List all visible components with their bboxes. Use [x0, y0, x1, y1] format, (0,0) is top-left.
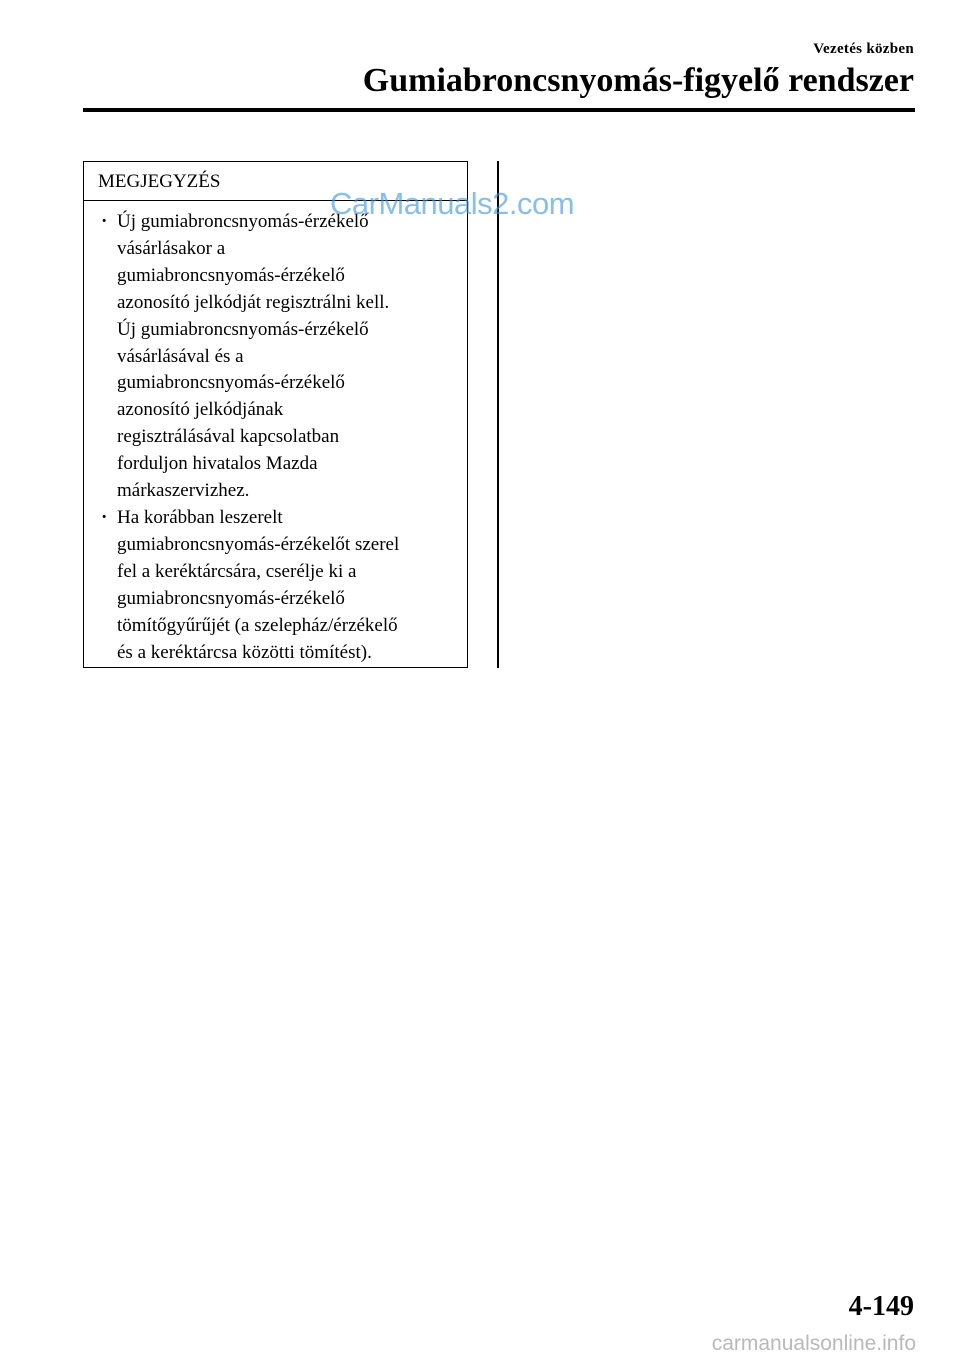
section-label: Vezetés közben: [813, 41, 914, 57]
note-line: vásárlásával és a: [117, 345, 244, 367]
note-line: Ha korábban leszerelt: [117, 506, 283, 528]
note-heading: MEGJEGYZÉS: [98, 171, 221, 192]
note-line: azonosító jelkódjának: [117, 399, 284, 421]
header-rule: [83, 108, 915, 112]
note-box: [83, 161, 468, 668]
note-list: [98, 209, 458, 666]
note-line: tömítőgyűrűjét (a szelepház/érzékelő: [117, 614, 398, 636]
note-line: gumiabroncsnyomás-érzékelő: [117, 372, 345, 394]
chapter-title: Gumiabroncsnyomás-figyelő rendszer: [362, 62, 914, 99]
note-line: Új gumiabroncsnyomás-érzékelő: [117, 211, 369, 232]
note-line: márkaszervizhez.: [117, 480, 250, 502]
note-line: fel a keréktárcsára, cserélje ki a: [117, 560, 357, 582]
note-line: vásárlásakor a: [117, 237, 226, 259]
note-line: és a keréktárcsa közötti tömítést).: [117, 641, 372, 663]
watermark-carmanualsonline: carmanualsonline.info: [711, 1332, 916, 1355]
note-line: Új gumiabroncsnyomás-érzékelő: [117, 318, 369, 340]
bullet-icon: ·: [101, 506, 108, 528]
note-line: gumiabroncsnyomás-érzékelőt szerel: [117, 533, 400, 555]
bullet-icon: ·: [101, 211, 108, 232]
page-number: 4-149: [848, 1291, 914, 1322]
note-line: regisztrálásával kapcsolatban: [117, 426, 340, 448]
watermark-carmanuals2: CarManuals2.com: [330, 186, 575, 221]
note-line: azonosító jelkódját regisztrálni kell.: [117, 291, 390, 313]
column-divider: [497, 161, 499, 668]
note-item: [98, 505, 458, 666]
note-line: gumiabroncsnyomás-érzékelő: [117, 587, 345, 609]
note-item: [98, 209, 458, 505]
note-line: gumiabroncsnyomás-érzékelő: [117, 264, 345, 286]
note-line: forduljon hivatalos Mazda: [117, 453, 318, 475]
